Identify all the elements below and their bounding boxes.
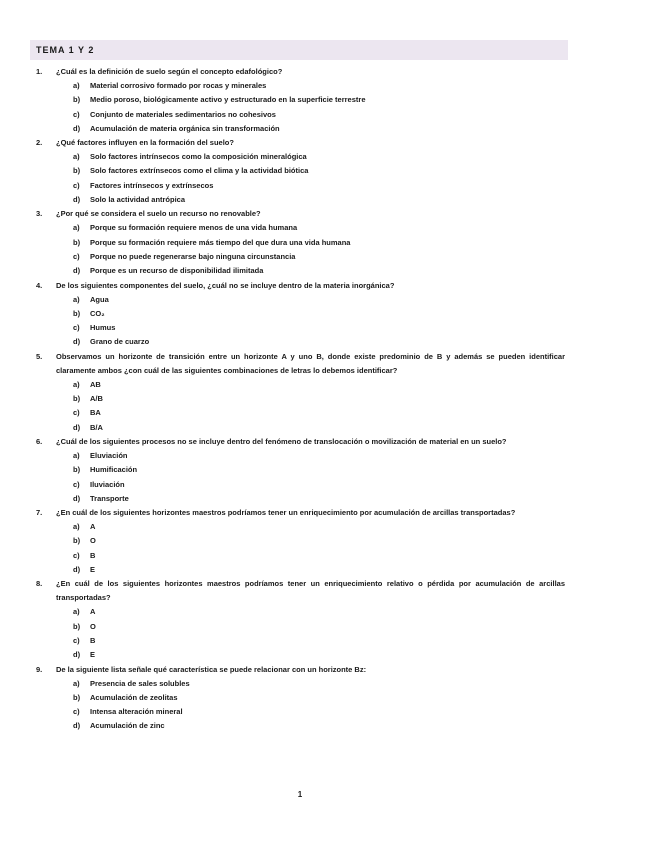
option-label: c) xyxy=(73,180,80,190)
option-label: b) xyxy=(73,237,81,247)
option-label: b) xyxy=(73,621,81,631)
option-label: b) xyxy=(73,465,81,475)
option-label: d) xyxy=(73,123,81,133)
question-7 xyxy=(0,506,655,520)
section-title: TEMA 1 Y 2 xyxy=(30,40,568,60)
answer-option xyxy=(0,108,655,122)
option-text: O xyxy=(90,621,96,631)
option-label: b) xyxy=(73,308,81,318)
answer-option xyxy=(0,378,655,392)
option-label: a) xyxy=(73,152,80,162)
option-label: c) xyxy=(73,635,80,645)
question-8 xyxy=(0,577,655,605)
answer-option xyxy=(0,534,655,548)
answer-option xyxy=(0,122,655,136)
option-text: Humus xyxy=(90,323,116,333)
question-text: ¿Qué factores influyen en la formación del suelo? xyxy=(56,138,234,148)
option-text: CO₂ xyxy=(90,308,105,318)
question-text: ¿En cuál de los siguientes horizontes maestros podríamos tener un enriquecimiento relativo o pérdida por acumulación de arcillas transportadas? xyxy=(56,579,565,603)
question-number: 3. xyxy=(36,209,43,219)
option-text: Solo factores extrínsecos como el clima y la actividad biótica xyxy=(90,166,309,176)
answer-option xyxy=(0,179,655,193)
question-1 xyxy=(0,65,655,79)
option-label: d) xyxy=(73,195,81,205)
answer-option xyxy=(0,634,655,648)
option-text: Acumulación de zinc xyxy=(90,721,165,731)
option-label: d) xyxy=(73,565,81,575)
option-text: Porque es un recurso de disponibilidad ilimitada xyxy=(90,266,264,276)
answer-option xyxy=(0,605,655,619)
answer-option xyxy=(0,648,655,662)
question-list xyxy=(0,65,655,734)
answer-option xyxy=(0,264,655,278)
option-label: a) xyxy=(73,607,80,617)
option-text: Grano de cuarzo xyxy=(90,337,150,347)
option-label: d) xyxy=(73,493,81,503)
option-text: Iluviación xyxy=(90,479,125,489)
option-text: E xyxy=(90,650,96,660)
answer-option xyxy=(0,321,655,335)
option-text: Solo la actividad antrópica xyxy=(90,195,186,205)
option-text: Transporte xyxy=(90,493,129,503)
question-6 xyxy=(0,435,655,449)
option-label: d) xyxy=(73,422,81,432)
question-2 xyxy=(0,136,655,150)
option-label: c) xyxy=(73,323,80,333)
option-label: a) xyxy=(73,450,80,460)
answer-option xyxy=(0,193,655,207)
option-label: d) xyxy=(73,721,81,731)
option-label: a) xyxy=(73,223,80,233)
question-number: 4. xyxy=(36,280,43,290)
option-text: Agua xyxy=(90,294,109,304)
answer-option xyxy=(0,520,655,534)
option-label: b) xyxy=(73,536,81,546)
option-label: c) xyxy=(73,109,80,119)
question-text: Observamos un horizonte de transición entre un horizonte A y uno B, donde existe predominio de B y además se pueden identificar claramente ambos ¿con cuál de las siguientes combinaciones de letras lo debemos identificar? xyxy=(56,351,565,375)
option-text: Solo factores intrínsecos como la composición mineralógica xyxy=(90,152,307,162)
question-text: ¿En cuál de los siguientes horizontes maestros podríamos tener un enriquecimiento por acumulación de arcillas transportadas? xyxy=(56,508,516,518)
question-number: 5. xyxy=(36,351,43,361)
option-label: d) xyxy=(73,650,81,660)
answer-option xyxy=(0,691,655,705)
option-label: a) xyxy=(73,522,80,532)
option-label: c) xyxy=(73,251,80,261)
answer-option xyxy=(0,307,655,321)
answer-option xyxy=(0,335,655,349)
option-text: Porque su formación requiere menos de una vida humana xyxy=(90,223,298,233)
answer-option xyxy=(0,79,655,93)
answer-option xyxy=(0,392,655,406)
question-text: De la siguiente lista señale qué característica se puede relacionar con un horizonte Bz: xyxy=(56,664,367,674)
option-label: b) xyxy=(73,692,81,702)
option-label: c) xyxy=(73,479,80,489)
answer-option xyxy=(0,221,655,235)
question-3 xyxy=(0,207,655,221)
answer-option xyxy=(0,406,655,420)
option-text: A xyxy=(90,607,96,617)
question-text: De los siguientes componentes del suelo, ¿cuál no se incluye dentro de la materia inorgánica? xyxy=(56,280,395,290)
option-text: B xyxy=(90,635,96,645)
question-number: 1. xyxy=(36,67,43,76)
question-number: 6. xyxy=(36,436,43,446)
option-text: Eluviación xyxy=(90,450,128,460)
answer-option xyxy=(0,293,655,307)
option-label: c) xyxy=(73,408,80,418)
option-label: d) xyxy=(73,337,81,347)
answer-option xyxy=(0,492,655,506)
answer-option xyxy=(0,150,655,164)
answer-option xyxy=(0,549,655,563)
option-text: Acumulación de materia orgánica sin transformación xyxy=(90,123,280,133)
option-label: a) xyxy=(73,81,80,90)
answer-option xyxy=(0,236,655,250)
option-text: A/B xyxy=(90,394,103,404)
answer-option xyxy=(0,705,655,719)
option-text: Porque su formación requiere más tiempo del que dura una vida humana xyxy=(90,237,351,247)
answer-option xyxy=(0,677,655,691)
question-number: 8. xyxy=(36,579,43,589)
option-text: Porque no puede regenerarse bajo ninguna circunstancia xyxy=(90,251,296,261)
option-text: AB xyxy=(90,379,101,389)
question-number: 2. xyxy=(36,138,43,148)
answer-option xyxy=(0,563,655,577)
option-text: Presencia de sales solubles xyxy=(90,678,190,688)
answer-option xyxy=(0,620,655,634)
question-5 xyxy=(0,350,655,378)
option-label: a) xyxy=(73,678,80,688)
option-text: E xyxy=(90,565,96,575)
answer-option xyxy=(0,164,655,178)
option-text: Acumulación de zeolitas xyxy=(90,692,178,702)
option-label: b) xyxy=(73,95,81,105)
option-label: d) xyxy=(73,266,81,276)
option-label: b) xyxy=(73,394,81,404)
option-text: B xyxy=(90,550,96,560)
option-text: O xyxy=(90,536,96,546)
option-text: Humificación xyxy=(90,465,138,475)
answer-option xyxy=(0,719,655,733)
option-text: Factores intrínsecos y extrínsecos xyxy=(90,180,214,190)
option-label: b) xyxy=(73,166,81,176)
question-number: 7. xyxy=(36,508,43,518)
question-number: 9. xyxy=(36,664,43,674)
option-label: c) xyxy=(73,707,80,717)
answer-option xyxy=(0,93,655,107)
question-4 xyxy=(0,279,655,293)
question-text: ¿Cuál de los siguientes procesos no se incluye dentro del fenómeno de translocación o movilización de material en un suelo? xyxy=(56,436,507,446)
option-label: a) xyxy=(73,294,80,304)
option-label: c) xyxy=(73,550,80,560)
page-number: 1 xyxy=(297,790,303,799)
question-text: ¿Por qué se considera el suelo un recurso no renovable? xyxy=(56,209,261,219)
question-9 xyxy=(0,663,655,677)
option-text: Conjunto de materiales sedimentarios no cohesivos xyxy=(90,109,276,119)
option-text: Material corrosivo formado por rocas y minerales xyxy=(90,81,267,90)
answer-option xyxy=(0,463,655,477)
option-text: B/A xyxy=(90,422,103,432)
option-text: Intensa alteración mineral xyxy=(90,707,183,717)
option-text: A xyxy=(90,522,96,532)
answer-option xyxy=(0,449,655,463)
question-text: ¿Cuál es la definición de suelo según el concepto edafológico? xyxy=(56,67,283,76)
option-label: a) xyxy=(73,379,80,389)
answer-option xyxy=(0,421,655,435)
option-text: BA xyxy=(90,408,101,418)
answer-option xyxy=(0,250,655,264)
option-text: Medio poroso, biológicamente activo y estructurado en la superficie terrestre xyxy=(90,95,366,105)
answer-option xyxy=(0,478,655,492)
